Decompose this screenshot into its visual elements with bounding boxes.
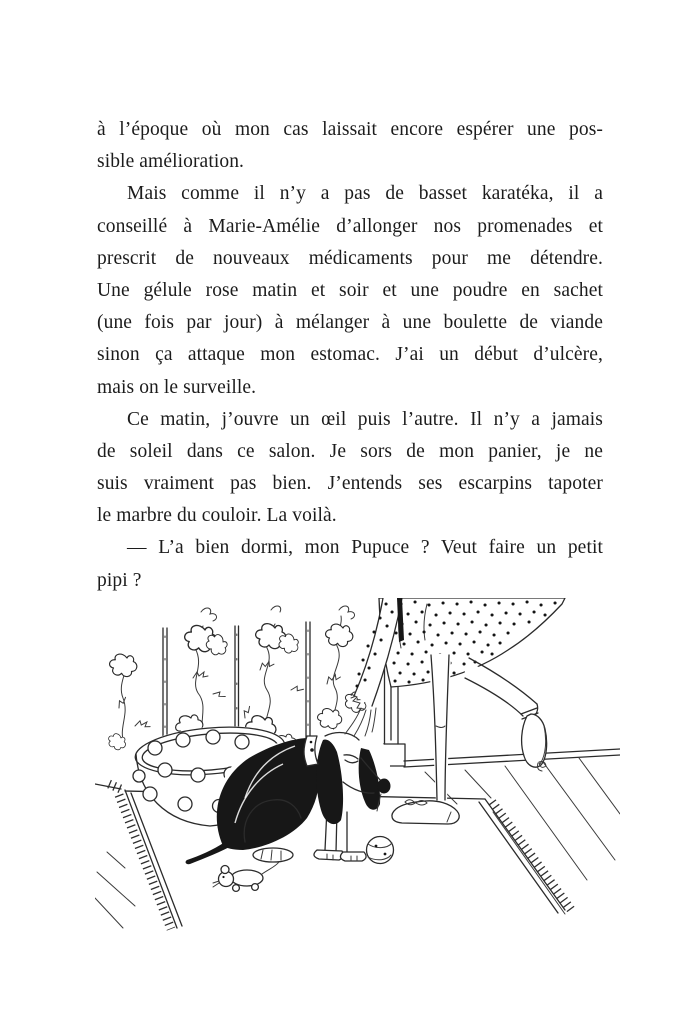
text-line: Ce matin, j’ouvre un œil puis l’autre. Il n’y a jamais <box>127 408 603 430</box>
text-line: le marbre du couloir. La voilà. <box>97 505 337 527</box>
toy-mouse <box>213 862 279 891</box>
text-line: Une gélule rose matin et soir et une poudre en sachet <box>97 279 603 301</box>
text-line: mais on le surveille. <box>97 376 257 398</box>
text-line: de soleil dans ce salon. Je sors de mon panier, je ne <box>97 440 603 462</box>
text-line: sinon ça attaque mon estomac. J’ai un début d’ulcère, <box>97 344 603 366</box>
text-line: à l’époque où mon cas laissait encore espérer une pos- <box>97 119 603 140</box>
story-illustration <box>95 598 620 938</box>
text-line: (une fois par jour) à mélanger à une boulette de viande <box>97 312 603 334</box>
text-line: sible amélioration. <box>97 151 245 173</box>
dog-nose <box>378 779 391 794</box>
text-line: prescrit de nouveaux médicaments pour me détendre. <box>97 247 603 269</box>
text-line: Mais comme il n’y a pas de basset karatéka, il a <box>127 183 603 205</box>
text-line: suis vraiment pas bien. J’entends ses escarpins tapoter <box>97 473 603 495</box>
body-text <box>97 114 603 597</box>
text-line: pipi ? <box>97 569 142 591</box>
toy-ball <box>367 837 394 864</box>
text-line: conseillé à Marie-Amélie d’allonger nos promenades et <box>97 215 603 237</box>
text-line: — L’a bien dormi, mon Pupuce ? Veut faire un petit <box>127 537 603 559</box>
